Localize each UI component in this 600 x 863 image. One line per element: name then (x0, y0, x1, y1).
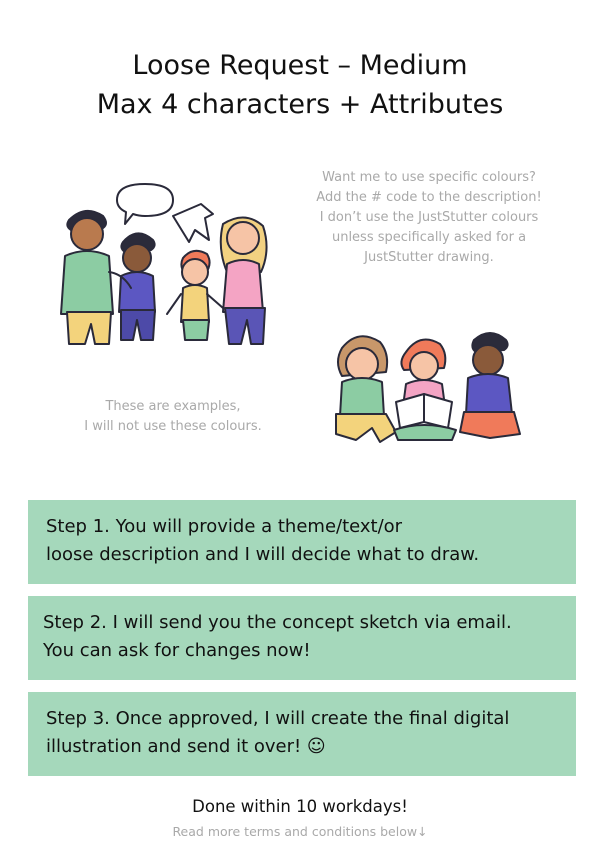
colours-note-line: JustStutter drawing. (364, 250, 494, 265)
step-1-line: Step 1. You will provide a theme/text/or (46, 516, 403, 537)
delivery-time: Done within 10 workdays! (192, 797, 408, 816)
step-2-box (28, 596, 576, 680)
page-subtitle: Max 4 characters + Attributes (96, 89, 504, 120)
colours-note-line: I don’t use the JustStutter colours (319, 210, 539, 225)
step-2-line: Step 2. I will send you the concept sketch via email. (43, 612, 512, 633)
step-3-line: illustration and send it over! ☺ (46, 736, 326, 757)
step-1-line: loose description and I will decide what to draw. (46, 544, 480, 565)
step-3-box (28, 692, 576, 776)
step-2-line: You can ask for changes now! (43, 640, 311, 661)
colours-note-line: Want me to use specific colours? (322, 170, 536, 185)
colours-note (300, 168, 558, 268)
examples-note (58, 397, 288, 437)
examples-note-line: These are examples, (105, 399, 241, 414)
four-people-talking-illustration (55, 172, 295, 350)
terms-link[interactable]: Read more terms and conditions below↓ (172, 824, 428, 839)
colours-note-line: Add the # code to the description! (316, 190, 542, 205)
step-3-line: Step 3. Once approved, I will create the final digital (46, 708, 510, 729)
step-1-box (28, 500, 576, 584)
examples-note-line: I will not use these colours. (84, 419, 262, 434)
page-title: Loose Request – Medium (132, 50, 468, 81)
three-kids-reading-illustration (328, 326, 528, 448)
colours-note-line: unless specifically asked for a (331, 230, 527, 245)
